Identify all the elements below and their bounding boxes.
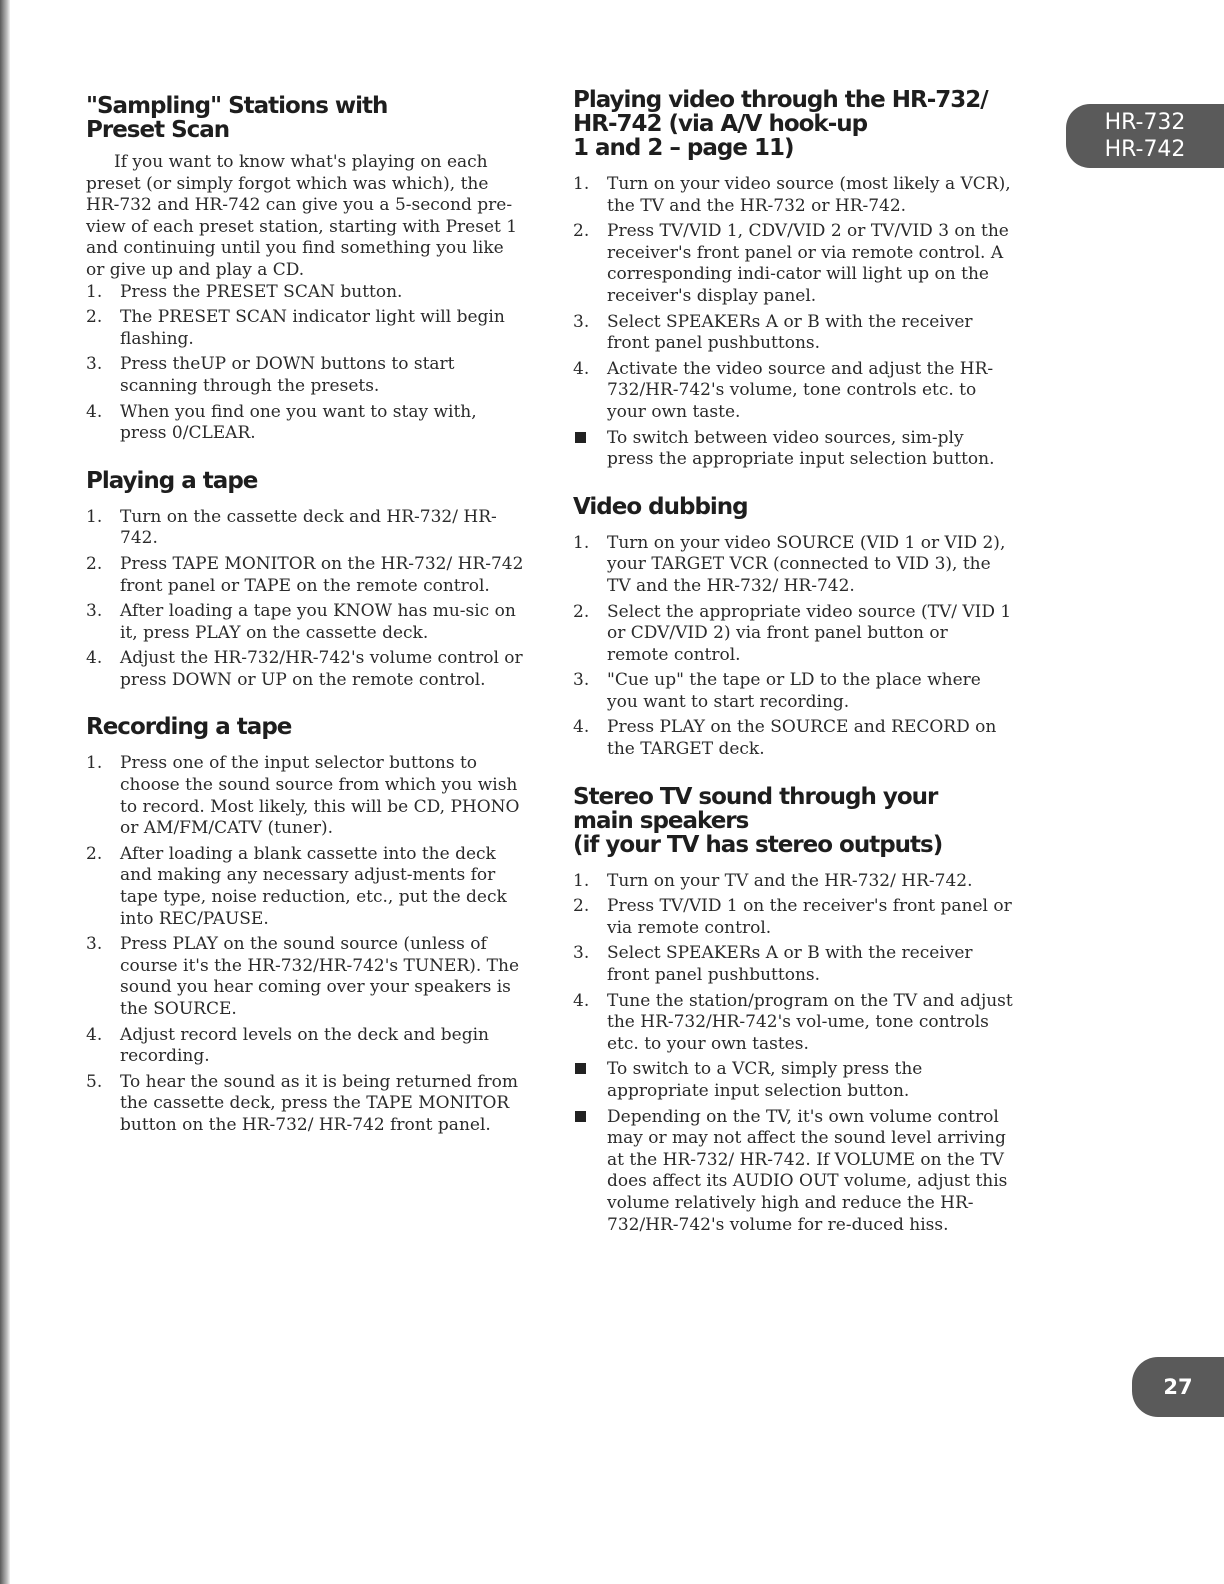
section-title-line: 1 and 2 – page 11) — [573, 135, 794, 161]
list-item — [86, 554, 526, 597]
step-text: Press the PRESET SCAN button. — [120, 281, 403, 302]
step-text: Press PLAY on the SOURCE and RECORD on the TARGET deck. — [607, 717, 997, 760]
step-text: Press TV/VID 1 on the receiver's front panel or via remote control. — [607, 896, 1012, 938]
list-item — [86, 402, 526, 445]
step-number: 1. — [86, 506, 103, 527]
model-tab-line1: HR-732 — [1104, 110, 1186, 135]
list-item — [573, 221, 1013, 307]
step-number: 1. — [86, 281, 103, 302]
step-number: 3. — [573, 670, 590, 691]
step-number: 4. — [573, 717, 590, 738]
list-item — [86, 844, 526, 930]
step-number: 3. — [86, 601, 103, 622]
page-number-tab — [1132, 1357, 1224, 1417]
step-number: 1. — [573, 174, 590, 194]
list-item — [573, 717, 1013, 760]
section-title-video-dubbing: Video dubbing — [573, 493, 748, 520]
preset-scan-intro: If you want to know what's playing on each preset (or simply forgot which was which), the HR-732 and HR-742 can give you a 5-second pre-view of each preset station, starting with Preset 1 and continuing until you find something you like or give up and play a CD. — [86, 152, 518, 280]
step-text: The PRESET SCAN indicator light will begin flashing. — [120, 307, 505, 349]
list-item — [86, 1025, 526, 1068]
list-item — [573, 1107, 1013, 1237]
list-item — [573, 312, 1013, 355]
recording-tape-steps — [86, 753, 526, 1136]
section-title-line: Playing video through the HR-732/ — [573, 87, 988, 113]
step-text: When you find one you want to stay with, press 0/CLEAR. — [120, 401, 477, 444]
list-item — [86, 354, 526, 397]
list-item — [573, 871, 1013, 893]
step-text: After loading a tape you KNOW has mu-sic on it, press PLAY on the cassette deck. — [120, 601, 516, 643]
list-item — [86, 601, 526, 644]
step-number: 1. — [86, 753, 103, 774]
list-item — [86, 507, 526, 550]
note-text: To switch to a VCR, simply press the appropriate input selection button. — [607, 1059, 923, 1101]
step-number: 2. — [573, 221, 590, 242]
step-number: 1. — [573, 870, 590, 891]
step-number: 4. — [573, 358, 590, 379]
step-text: "Cue up" the tape or LD to the place where you want to start recording. — [607, 670, 981, 712]
page-binding-edge — [0, 0, 10, 1584]
step-text: Turn on your video source (most likely a VCR), the TV and the HR-732 or HR-742. — [607, 174, 1011, 216]
step-number: 2. — [573, 601, 590, 622]
bullet-square-icon — [575, 1063, 586, 1074]
step-text: Tune the station/program on the TV and adjust the HR-732/HR-742's vol-ume, tone controls etc. to your own tastes. — [607, 990, 1013, 1054]
step-number: 2. — [86, 307, 103, 328]
step-number: 1. — [573, 532, 590, 553]
section-title-preset-scan — [86, 94, 526, 142]
list-item — [573, 670, 1013, 713]
step-text: Press PLAY on the sound source (unless of course it's the HR-732/HR-742's TUNER). The sound you hear coming over your speakers is the SOURCE. — [120, 934, 520, 1019]
page-number: 27 — [1163, 1375, 1193, 1399]
model-tab-line2: HR-742 — [1104, 137, 1186, 162]
section-title-stereo-tv-sound — [573, 785, 1013, 857]
section-title-line: HR-742 (via A/V hook-up — [573, 111, 868, 137]
right-column — [573, 88, 1013, 1240]
bullet-square-icon — [575, 432, 586, 443]
step-text: After loading a blank cassette into the deck and making any necessary adjust-ments for tape type, noise reduction, etc., put the deck into REC/PAUSE. — [120, 843, 507, 929]
step-text: Press theUP or DOWN buttons to start scanning through the presets. — [120, 354, 455, 396]
step-text: Turn on your video SOURCE (VID 1 or VID 2), your TARGET VCR (connected to VID 3), the TV and the HR-732/ HR-742. — [607, 532, 1006, 596]
step-text: Adjust record levels on the deck and begin recording. — [120, 1024, 490, 1067]
step-text: Select SPEAKERs A or B with the receiver front panel pushbuttons. — [607, 943, 973, 986]
list-item — [573, 991, 1013, 1056]
step-number: 3. — [573, 311, 590, 332]
step-text: Select SPEAKERs A or B with the receiver front panel pushbuttons. — [607, 311, 973, 354]
step-text: Press TV/VID 1, CDV/VID 2 or TV/VID 3 on the receiver's front panel or via remote control. A corresponding indi-cator will light up on the receiver's display panel. — [607, 221, 1009, 306]
list-item — [86, 753, 526, 839]
step-text: Turn on the cassette deck and HR-732/ HR-742. — [120, 506, 497, 549]
list-item — [86, 307, 526, 350]
section-title-playing-tape: Playing a tape — [86, 467, 258, 494]
step-number: 3. — [86, 934, 103, 955]
step-text: Turn on your TV and the HR-732/ HR-742. — [607, 870, 973, 891]
list-item — [573, 533, 1013, 598]
list-item — [573, 174, 1013, 217]
list-item — [573, 896, 1013, 939]
list-item — [573, 602, 1013, 667]
step-text: Select the appropriate video source (TV/ VID 1 or CDV/VID 2) via front panel button or remote control. — [607, 601, 1012, 665]
step-number: 4. — [86, 401, 103, 422]
playing-tape-steps — [86, 507, 526, 692]
step-number: 2. — [86, 843, 103, 864]
step-number: 3. — [573, 943, 590, 964]
list-item — [573, 1059, 1013, 1102]
step-number: 4. — [86, 648, 103, 669]
step-text: Press TAPE MONITOR on the HR-732/ HR-742 front panel or TAPE on the remote control. — [120, 553, 524, 596]
section-title-line: (if your TV has stereo outputs) — [573, 831, 943, 858]
playing-video-steps — [573, 174, 1013, 471]
note-text: To switch between video sources, sim-ply press the appropriate input selection button. — [607, 427, 995, 470]
section-title-line: main speakers — [573, 807, 749, 834]
model-tab — [1066, 104, 1224, 168]
step-text: To hear the sound as it is being returned from the cassette deck, press the TAPE MONITOR button on the HR-732/ HR-742 front panel. — [120, 1071, 518, 1135]
note-text: Depending on the TV, it's own volume control may or may not affect the sound level arriving at the HR-732/ HR-742. If VOLUME on the TV does affect its AUDIO OUT volume, adjust this volume relatively high and reduce the HR-732/HR-742's volume for re-duced hiss. — [607, 1106, 1008, 1235]
section-title-line: Stereo TV sound through your — [573, 783, 938, 810]
step-text: Press one of the input selector buttons to choose the sound source from which you wish to record. Most likely, this will be CD, PHONO or AM/FM/CATV (tuner). — [120, 753, 520, 839]
list-item — [86, 282, 526, 304]
stereo-tv-steps — [573, 871, 1013, 1237]
list-item — [573, 428, 1013, 471]
section-title-recording-tape: Recording a tape — [86, 714, 292, 741]
step-number: 3. — [86, 354, 103, 375]
section-title-line: "Sampling" Stations with — [86, 93, 388, 119]
step-text: Activate the video source and adjust the HR-732/HR-742's volume, tone controls etc. to your own taste. — [607, 358, 994, 422]
bullet-square-icon — [575, 1111, 586, 1122]
step-number: 2. — [573, 896, 590, 917]
list-item — [86, 934, 526, 1020]
list-item — [573, 943, 1013, 986]
list-item — [86, 1072, 526, 1137]
step-text: Adjust the HR-732/HR-742's volume control or press DOWN or UP on the remote control. — [120, 648, 523, 690]
step-number: 4. — [573, 990, 590, 1011]
step-number: 4. — [86, 1024, 103, 1045]
list-item — [573, 359, 1013, 424]
step-number: 2. — [86, 553, 103, 574]
list-item — [86, 648, 526, 691]
left-column — [86, 94, 526, 1141]
step-number: 5. — [86, 1071, 103, 1092]
preset-scan-steps — [86, 282, 526, 445]
video-dubbing-steps — [573, 533, 1013, 761]
section-title-line: Preset Scan — [86, 117, 230, 143]
section-title-playing-video — [573, 88, 1013, 160]
